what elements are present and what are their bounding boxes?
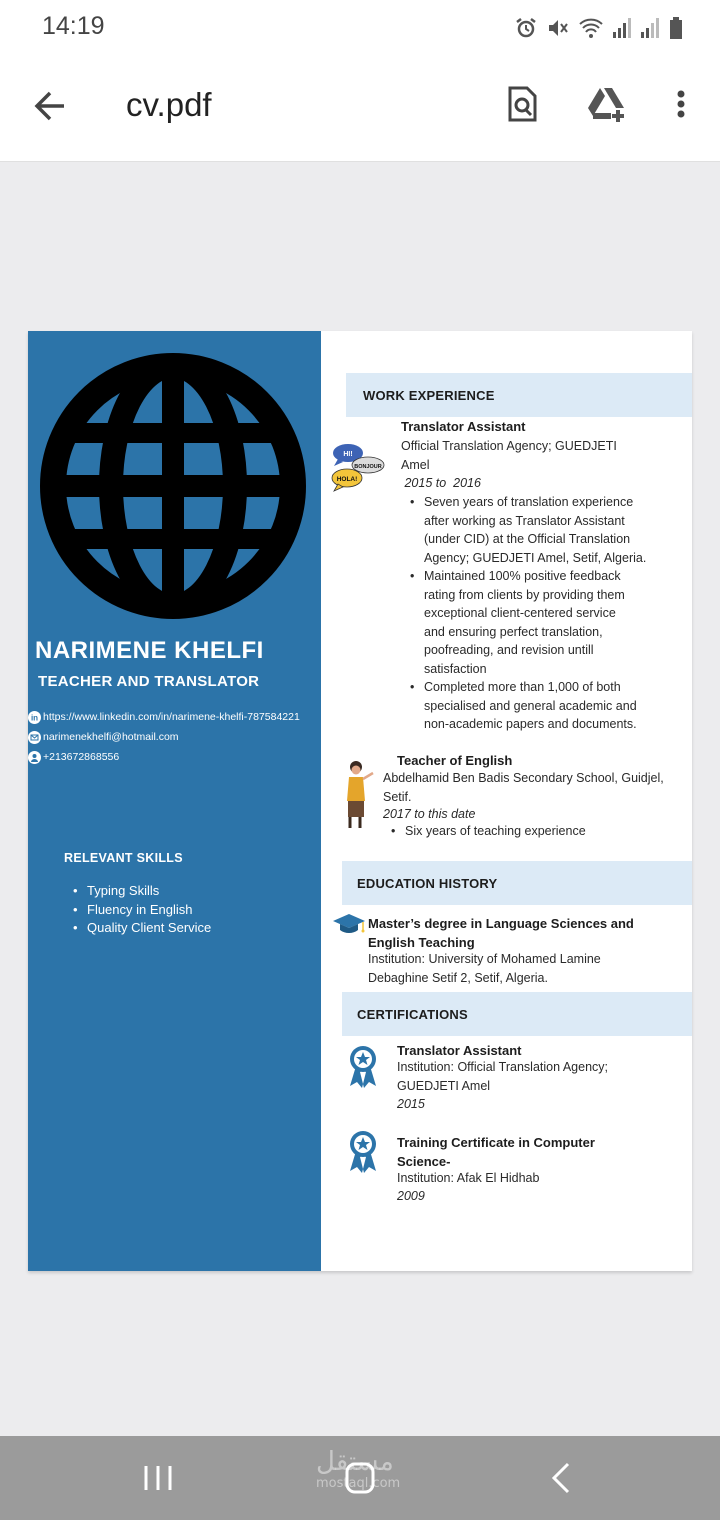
status-bar — [0, 0, 720, 56]
cv-name: NARIMENE KHELFI — [35, 637, 264, 664]
text-line: (under CID) at the Official Translation — [424, 532, 631, 546]
pdf-page[interactable] — [28, 331, 692, 1271]
teacher-illustration-icon — [340, 759, 380, 831]
job-dates: 2017 to this date — [383, 807, 476, 821]
text-line: Official Translation Agency; GUEDJETI — [401, 439, 617, 453]
list-item: • Fluency in English — [73, 902, 211, 921]
bubble-label: BONJOUR — [354, 464, 382, 470]
text-line: English Teaching — [368, 935, 475, 950]
search-document-icon[interactable] — [500, 82, 544, 126]
text-line: Institution: University of Mohamed Lamine — [368, 952, 601, 966]
job-organization — [383, 769, 664, 806]
mute-icon — [546, 16, 570, 40]
app-bar — [0, 56, 720, 162]
speech-bubbles-icon — [330, 441, 386, 493]
text-line: Master’s degree in Language Sciences and — [368, 916, 634, 931]
svg-text:in: in — [30, 713, 39, 722]
email-address[interactable]: narimenekhelfi@hotmail.com — [43, 731, 179, 743]
drive-add-icon[interactable] — [585, 82, 629, 126]
contact-linkedin[interactable] — [28, 709, 300, 725]
text-line: specialised and general academic and — [424, 698, 637, 713]
bubble-label: HOLA! — [336, 476, 358, 483]
certification-title — [397, 1133, 595, 1171]
text-line: Institution: Official Translation Agency; — [397, 1060, 608, 1074]
award-ribbon-icon — [346, 1044, 380, 1088]
text-line: • Maintained 100% positive feedback — [424, 569, 621, 583]
graduation-cap-icon — [331, 913, 367, 935]
certification-institution — [397, 1058, 608, 1095]
text-line: Science- — [397, 1154, 451, 1169]
watermark-subtext: mostaql.com — [316, 1476, 401, 1491]
text-line: • Six years of teaching experience — [405, 824, 586, 838]
list-item — [387, 822, 586, 841]
job-title: Translator Assistant — [401, 419, 526, 434]
cv-role: TEACHER AND TRANSLATOR — [38, 673, 260, 690]
watermark-logo — [316, 1448, 400, 1491]
text-line: poofreading, and revision untill — [424, 643, 594, 657]
education-heading: EDUCATION HISTORY — [342, 861, 692, 905]
cv-sidebar — [28, 331, 321, 1271]
text-line: satisfaction — [424, 661, 487, 676]
skills-list — [73, 883, 211, 939]
text-line: after working as Translator Assistant — [424, 513, 625, 528]
list-item — [406, 678, 646, 734]
text-line: rating from clients by providing them — [424, 587, 625, 602]
text-line: GUEDJETI Amel — [397, 1078, 491, 1093]
alarm-icon — [514, 16, 538, 40]
text-line: • Completed more than 1,000 of both — [424, 680, 621, 694]
contact-email[interactable] — [28, 729, 179, 745]
degree-title — [368, 914, 634, 952]
text-line: Amel — [401, 457, 430, 472]
text-line: Abdelhamid Ben Badis Secondary School, Guidjel, — [383, 771, 664, 785]
bubble-label: HI! — [343, 451, 353, 458]
certification-year: 2009 — [397, 1189, 425, 1203]
text-line: Training Certificate in Computer — [397, 1135, 595, 1150]
text-line: and ensuring perfect translation, — [424, 624, 603, 639]
text-line: non-academic papers and documents. — [424, 717, 637, 731]
text-line: • Seven years of translation experience — [424, 495, 634, 509]
job-organization — [401, 437, 617, 474]
wifi-icon — [578, 16, 604, 40]
text-line: Translator Assistant — [397, 1043, 522, 1058]
watermark-text: مستقل — [316, 1447, 394, 1477]
back-arrow-icon[interactable] — [30, 86, 70, 126]
job-dates: 2015 to 2016 — [401, 476, 481, 490]
award-ribbon-icon — [346, 1129, 380, 1173]
battery-icon — [668, 16, 684, 40]
work-experience-heading: WORK EXPERIENCE — [346, 373, 692, 417]
job-bullets — [387, 822, 586, 841]
signal-icon — [640, 16, 660, 40]
certifications-heading: CERTIFICATIONS — [342, 992, 692, 1036]
linkedin-icon — [28, 711, 41, 724]
signal-icon — [612, 16, 632, 40]
text-line: exceptional client-centered service — [424, 606, 616, 620]
status-time: 14:19 — [42, 12, 105, 40]
list-item — [406, 493, 646, 567]
text-line: Setif. — [383, 789, 412, 804]
text-line: Debaghine Setif 2, Setif, Algeria. — [368, 970, 548, 985]
certification-year: 2015 — [397, 1097, 425, 1111]
document-title: cv.pdf — [126, 86, 212, 123]
recent-apps-icon[interactable] — [138, 1460, 178, 1496]
certification-institution — [397, 1169, 539, 1188]
contact-phone[interactable] — [28, 749, 119, 765]
job-title: Teacher of English — [397, 753, 513, 768]
status-icons — [514, 14, 684, 42]
job-bullets — [406, 493, 646, 734]
globe-icon — [40, 353, 306, 619]
skills-heading: RELEVANT SKILLS — [64, 851, 183, 865]
degree-institution — [368, 950, 601, 987]
person-icon — [28, 751, 41, 764]
phone-number[interactable]: +213672868556 — [43, 751, 120, 763]
more-vert-icon[interactable] — [659, 82, 703, 126]
linkedin-url[interactable]: https://www.linkedin.com/in/narimene-khelfi-787584221 — [43, 711, 300, 723]
list-item: • Quality Client Service — [73, 920, 211, 939]
text-line: Agency; GUEDJETI Amel, Setif, Algeria. — [424, 550, 647, 565]
mail-icon — [28, 731, 41, 744]
list-item: • Typing Skills — [73, 883, 211, 902]
text-line: Institution: Afak El Hidhab — [397, 1171, 540, 1185]
back-icon[interactable] — [542, 1460, 582, 1496]
list-item — [406, 567, 646, 678]
